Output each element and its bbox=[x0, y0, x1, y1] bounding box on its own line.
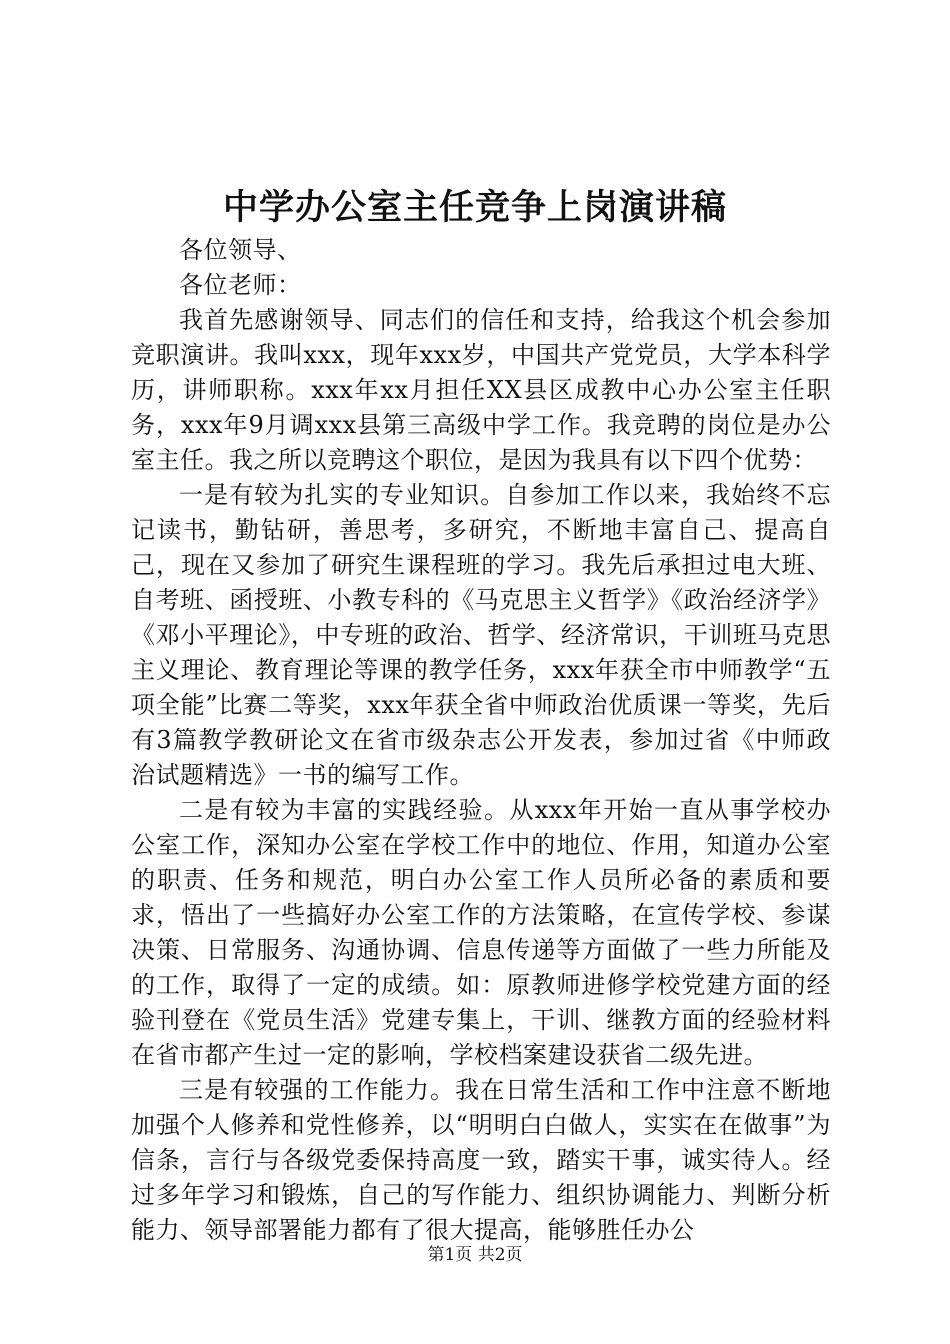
paragraph-ability: 三是有较强的工作能力。我在日常生活和工作中注意不断地加强个人修养和党性修养，以“明明白白做人，实实在在做事”为信条，言行与各级党委保持高度一致，踏实干事，诚实待人。经过多年学习和锻炼，自己的写作能力、组织协调能力、判断分析能力、领导部署能力都有了很大提高，能够胜任办公 bbox=[131, 1076, 831, 1244]
paragraph-knowledge: 一是有较为扎实的专业知识。自参加工作以来，我始终不忘记读书，勤钻研，善思考，多研究，不断地丰富自己、提高自己，现在又参加了研究生课程班的学习。我先后承担过电大班、自考班、函授班、小教专科的《马克思主义哲学》《政治经济学》《邓小平理论》，中专班的政治、哲学、经济常识，干训班马克思主义理论、教育理论等课的教学任务，xxx年获全市中师教学“五项全能”比赛二等奖，xxx年获全省中师政治优质课一等奖，先后有3篇教学教研论文在省市级杂志公开发表，参加过省《中师政治试题精选》一书的编写工作。 bbox=[131, 481, 831, 789]
salutation-teachers: 各位老师： bbox=[179, 271, 302, 299]
page-number-footer: 第1页 共2页 bbox=[427, 1245, 523, 1265]
paragraph-experience: 二是有较为丰富的实践经验。从xxx年开始一直从事学校办公室工作，深知办公室在学校工作中的地位、作用，知道办公室的职责、任务和规范，明白办公室工作人员所必备的素质和要求，悟出了一些搞好办公室工作的方法策略，在宣传学校、参谋决策、日常服务、沟通协调、信息传递等方面做了一些力所能及的工作，取得了一定的成绩。如：原教师进修学校党建方面的经验刊登在《党员生活》党建专集上，干训、继教方面的经验材料在省市都产生过一定的影响，学校档案建设获省二级先进。 bbox=[131, 796, 831, 1069]
document-body bbox=[131, 233, 831, 1248]
salutation-leaders: 各位领导、 bbox=[179, 236, 302, 264]
document-title: 中学办公室主任竞争上岗演讲稿 bbox=[222, 187, 727, 228]
paragraph-intro: 我首先感谢领导、同志们的信任和支持，给我这个机会参加竞职演讲。我叫xxx，现年xxx岁，中国共产党党员，大学本科学历，讲师职称。xxx年xx月担任XX县区成教中心办公室主任职务，xxx年9月调xxx县第三高级中学工作。我竞聘的岗位是办公室主任。我之所以竞聘这个职位，是因为我具有以下四个优势： bbox=[131, 306, 831, 474]
